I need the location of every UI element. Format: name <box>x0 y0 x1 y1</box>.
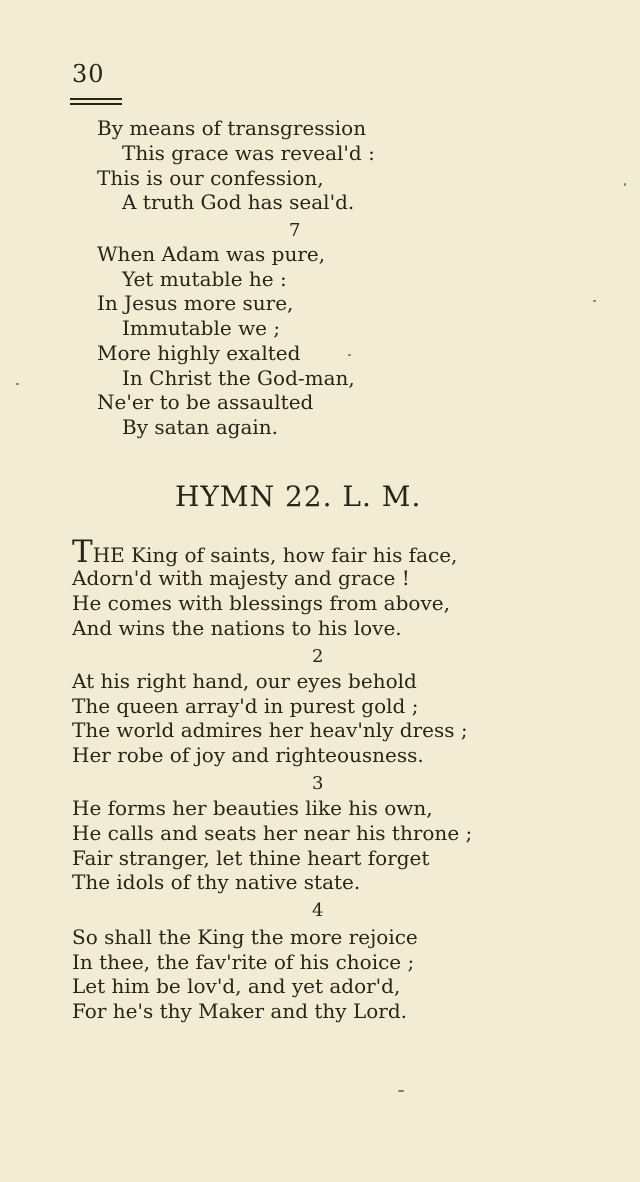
verse-line: He calls and seats her near his throne ; <box>72 821 473 845</box>
drop-cap: T <box>72 534 93 570</box>
stanza-number: 3 <box>312 773 324 794</box>
verse-line: By satan again. <box>122 415 279 439</box>
verse-line: The idols of thy native state. <box>72 870 361 894</box>
verse-line: By means of transgression <box>97 116 367 140</box>
verse-line: This grace was reveal'd : <box>122 141 375 165</box>
verse-line: When Adam was pure, <box>97 242 326 266</box>
verse-line: Yet mutable he : <box>122 267 287 291</box>
verse-line: He forms her beauties like his own, <box>72 796 433 820</box>
stanza-number: 2 <box>312 646 324 667</box>
verse-line: Let him be lov'd, and yet ador'd, <box>72 974 401 998</box>
verse-line: The queen array'd in purest gold ; <box>72 694 419 718</box>
header-rule <box>70 98 122 100</box>
verse-line: More highly exalted <box>97 341 301 365</box>
verse-line: Ne'er to be assaulted <box>97 390 314 414</box>
verse-line: Fair stranger, let thine heart forget <box>72 846 430 870</box>
verse-line: At his right hand, our eyes behold <box>72 669 417 693</box>
verse-line-text: HE King of saints, how fair his face, <box>92 543 458 567</box>
verse-line: He comes with blessings from above, <box>72 591 450 615</box>
paper-speck <box>398 1090 404 1092</box>
verse-line: In thee, the fav'rite of his choice ; <box>72 950 415 974</box>
verse-line: A truth God has seal'd. <box>122 190 355 214</box>
verse-line: So shall the King the more rejoice <box>72 925 418 949</box>
verse-line: Adorn'd with majesty and grace ! <box>72 566 410 590</box>
verse-line-first <box>72 534 458 570</box>
verse-line: This is our confession, <box>97 166 324 190</box>
verse-line: For he's thy Maker and thy Lord. <box>72 999 408 1023</box>
paper-speck <box>16 383 19 385</box>
hymn-title: HYMN 22. L. M. <box>175 480 422 513</box>
verse-line: In Christ the God-man, <box>122 366 355 390</box>
verse-line: Her robe of joy and righteousness. <box>72 743 424 767</box>
paper-speck <box>348 354 351 356</box>
verse-line: And wins the nations to his love. <box>72 616 402 640</box>
paper-speck <box>624 183 626 186</box>
verse-line: The world admires her heav'nly dress ; <box>72 718 468 742</box>
verse-line: In Jesus more sure, <box>97 291 294 315</box>
header-rule-lower <box>70 103 122 105</box>
stanza-number: 4 <box>312 900 324 921</box>
paper-speck <box>593 300 596 302</box>
verse-line: Immutable we ; <box>122 316 281 340</box>
stanza-number: 7 <box>289 220 301 241</box>
page-number: 30 <box>72 60 105 88</box>
